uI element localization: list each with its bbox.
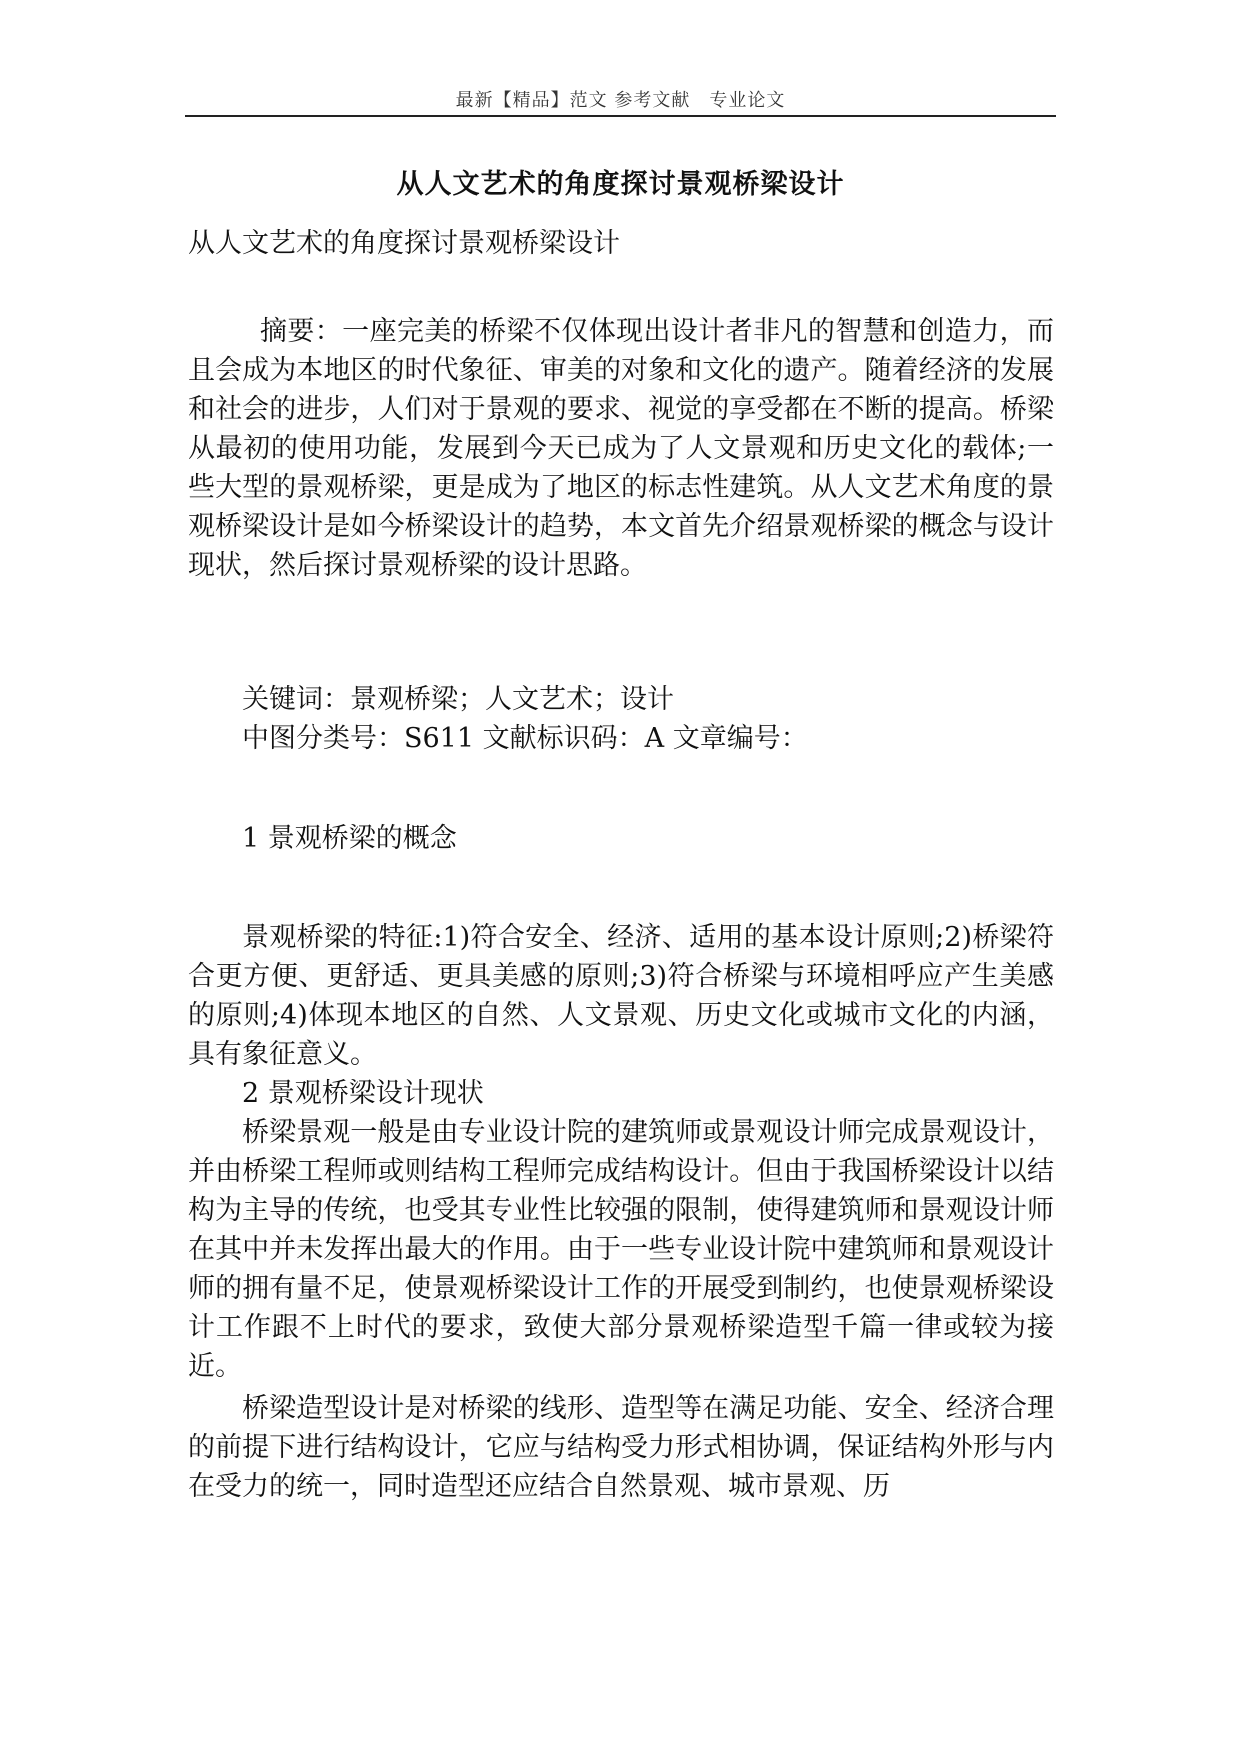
- section-2-paragraph-2: 桥梁造型设计是对桥梁的线形、造型等在满足功能、安全、经济合理的前提下进行结构设计，它应与结构受力形式相协调，保证结构外形与内在受力的统一，同时造型还应结合自然景观、城市景观、历: [188, 1393, 1054, 1502]
- document-title: 从人文艺术的角度探讨景观桥梁设计: [396, 169, 845, 200]
- section-2-heading: 2 景观桥梁设计现状: [242, 1078, 484, 1109]
- abstract-paragraph: [188, 312, 1054, 585]
- abstract-text: 摘要：一座完美的桥梁不仅体现出设计者非凡的智慧和创造力，而且会成为本地区的时代象征、审美的对象和文化的遗产。随着经济的发展和社会的进步，人们对于景观的要求、视觉的享受都在不断的提高。桥梁从最初的使用功能，发展到今天已成为了人文景观和历史文化的载体;一些大型的景观桥梁，更是成为了地区的标志性建筑。从人文艺术角度的景观桥梁设计是如今桥梁设计的趋势，本文首先介绍景观桥梁的概念与设计现状，然后探讨景观桥梁的设计思路。: [188, 316, 1054, 581]
- keywords-line: 关键词：景观桥梁；人文艺术；设计: [242, 684, 674, 715]
- running-header: 最新【精品】范文 参考文献 专业论文: [455, 90, 786, 111]
- section-1-heading: 1 景观桥梁的概念: [242, 823, 457, 854]
- section-2-paragraph-1: 桥梁景观一般是由专业设计院的建筑师或景观设计师完成景观设计，并由桥梁工程师或则结构工程师完成结构设计。但由于我国桥梁设计以结构为主导的传统，也受其专业性比较强的限制，使得建筑师和景观设计师在其中并未发挥出最大的作用。由于一些专业设计院中建筑师和景观设计师的拥有量不足，使景观桥梁设计工作的开展受到制约，也使景观桥梁设计工作跟不上时代的要求，致使大部分景观桥梁造型千篇一律或较为接近。: [188, 1117, 1054, 1382]
- header-divider: [185, 115, 1056, 117]
- document-subtitle: 从人文艺术的角度探讨景观桥梁设计: [188, 228, 620, 259]
- section-1-paragraph: 景观桥梁的特征:1)符合安全、经济、适用的基本设计原则;2)桥梁符合更方便、更舒适、更具美感的原则;3)符合桥梁与环境相呼应产生美感的原则;4)体现本地区的自然、人文景观、历史文化或城市文化的内涵，具有象征意义。: [188, 922, 1054, 1070]
- classification-line: 中图分类号：S611 文献标识码：A 文章编号：: [242, 723, 808, 754]
